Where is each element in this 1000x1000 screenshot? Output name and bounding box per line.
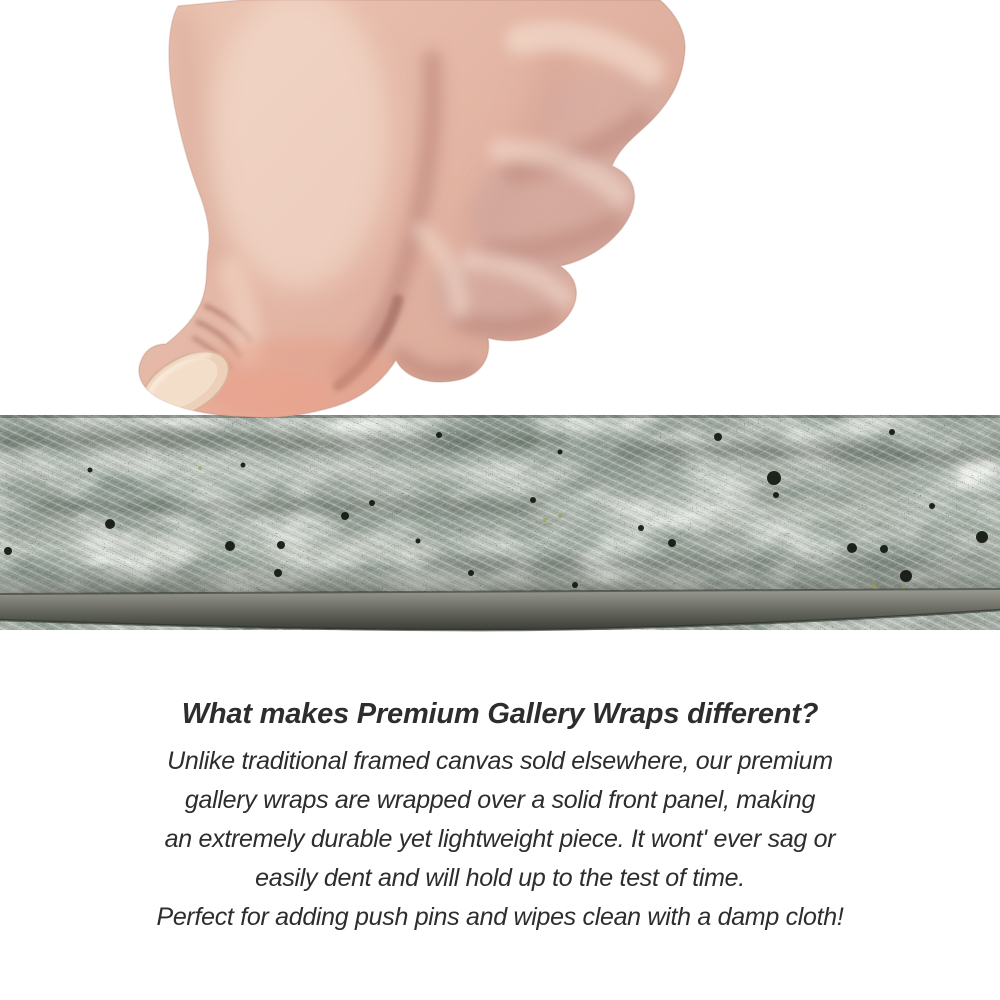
body-line: easily dent and will hold up to the test of time. [255, 864, 745, 892]
hand-silhouette [130, 0, 685, 430]
body-line: an extremely durable yet lightweight piece. It wont' ever sag or [164, 825, 836, 853]
canvas-edge-photo [0, 413, 1000, 638]
body-line: Unlike traditional framed canvas sold elsewhere, our premium [167, 747, 833, 775]
hand-photo [0, 0, 720, 430]
copy-block [0, 698, 1000, 937]
body-line: gallery wraps are wrapped over a solid front panel, making [184, 786, 816, 814]
body-line: Perfect for adding push pins and wipes clean with a damp cloth! [156, 903, 844, 931]
heading: What makes Premium Gallery Wraps different? [181, 698, 819, 730]
